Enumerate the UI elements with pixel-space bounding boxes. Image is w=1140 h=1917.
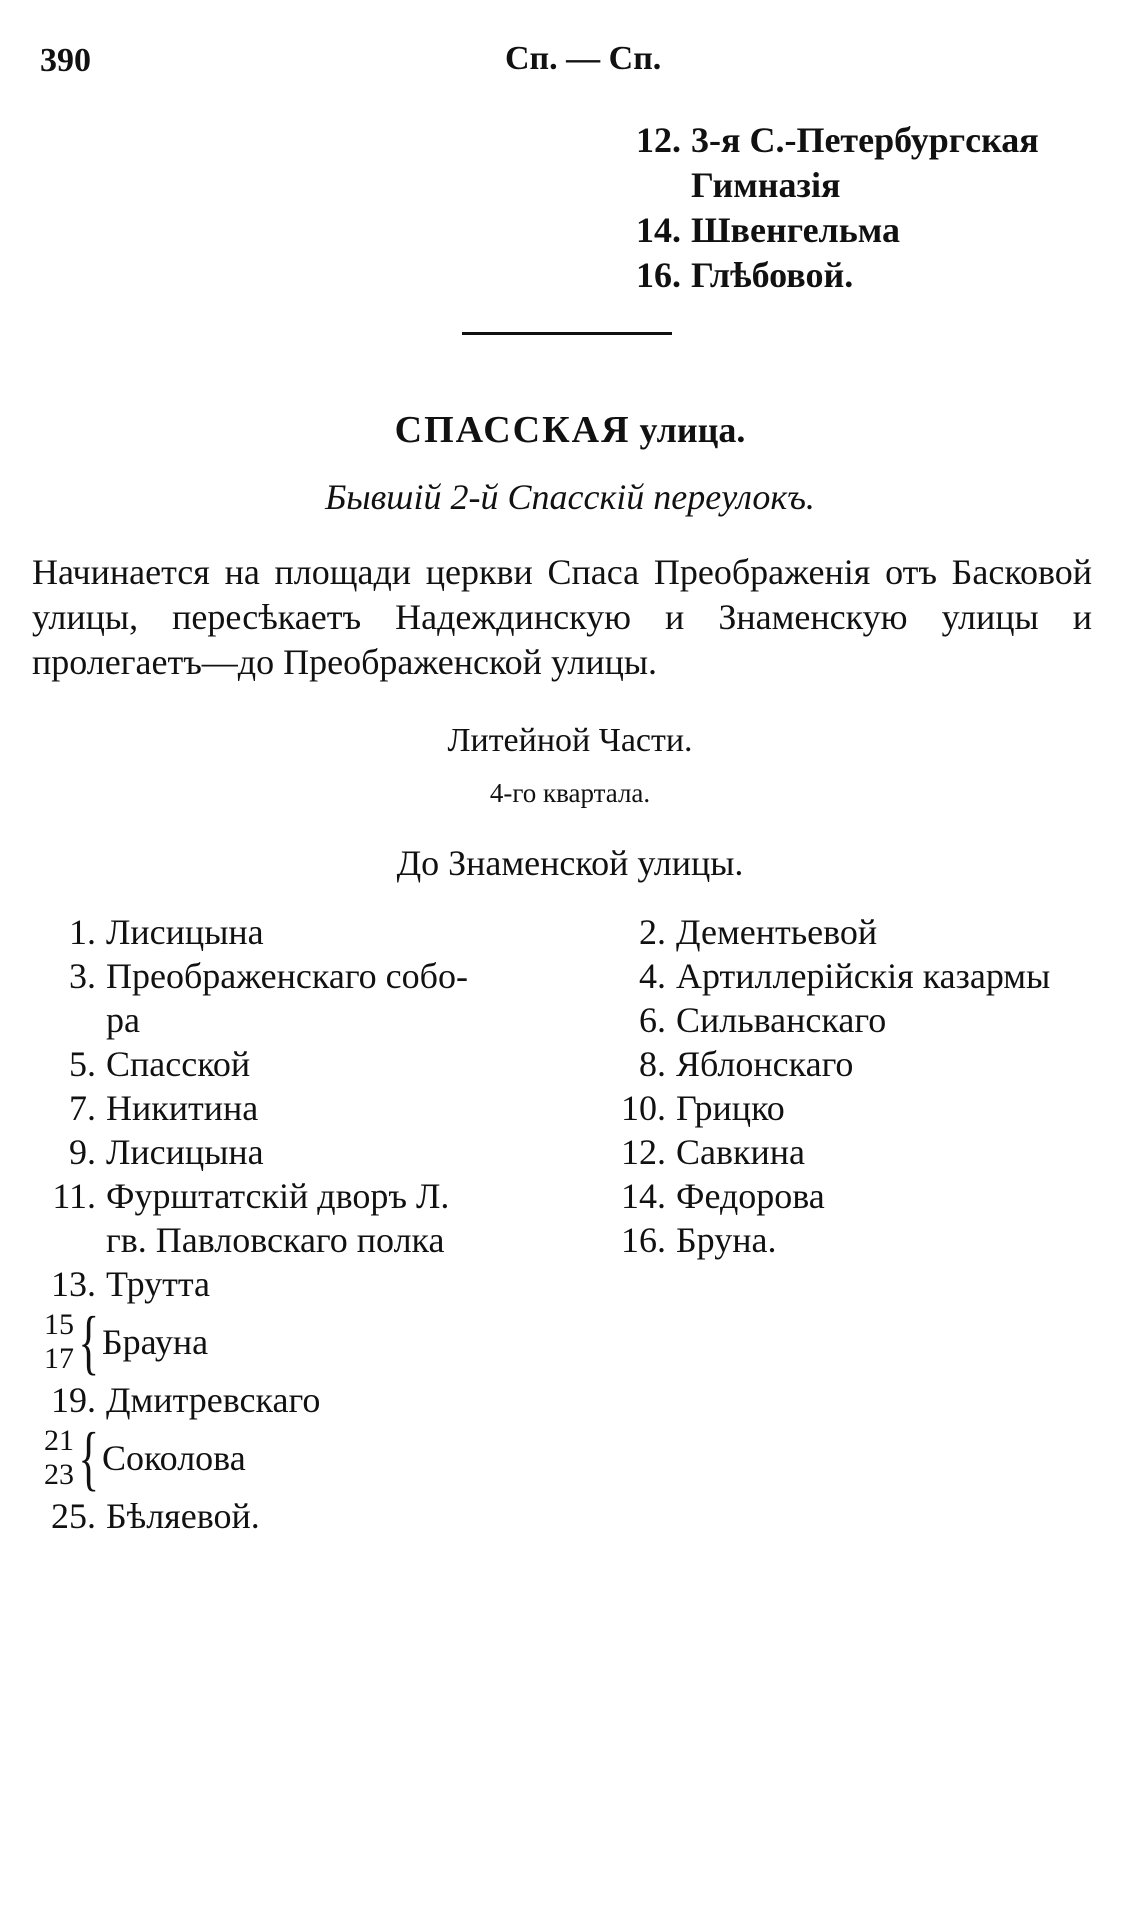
house-number: 6. xyxy=(639,1000,666,1040)
list-item xyxy=(30,1086,560,1130)
district-heading: Литейной Части. xyxy=(447,722,693,759)
list-item xyxy=(30,1042,560,1086)
house-number: 2. xyxy=(639,912,666,952)
street-description: Начинается на площади церкви Спаса Преображенія отъ Басковой улицы, пересѣкаетъ Надеждинскую и Знаменскую улицы и пролегаетъ—до Преображенской улицы. xyxy=(32,552,1092,682)
list-item xyxy=(615,253,1039,298)
braced-house-numbers xyxy=(30,1308,74,1376)
list-item xyxy=(600,1218,1120,1262)
house-owner: Бруна. xyxy=(676,1220,777,1260)
house-owner: Яблонскаго xyxy=(676,1044,854,1084)
house-owner-continuation: Гимназія xyxy=(691,165,841,205)
house-number: 14. xyxy=(621,1176,666,1216)
list-item xyxy=(30,1378,560,1422)
house-number: 8. xyxy=(639,1044,666,1084)
house-number: 17 xyxy=(44,1342,74,1375)
section-heading: До Знаменской улицы. xyxy=(396,843,744,883)
brace-icon: { xyxy=(78,1418,100,1498)
house-owner-block xyxy=(106,954,560,1042)
list-item xyxy=(615,208,1039,253)
house-owner: Трутта xyxy=(106,1264,211,1304)
house-number: 4. xyxy=(639,956,666,996)
house-owner: Дементьевой xyxy=(676,912,878,952)
house-owner: Сильванскаго xyxy=(676,1000,887,1040)
braced-house-numbers xyxy=(30,1424,74,1492)
house-number: 1. xyxy=(69,912,96,952)
house-owner: Никитина xyxy=(106,1088,259,1128)
list-item xyxy=(600,1174,1120,1218)
house-owner: Спасской xyxy=(106,1044,251,1084)
house-owner-continuation: ра xyxy=(106,1000,140,1040)
street-title xyxy=(0,408,1140,452)
house-owner: Глѣбовой. xyxy=(691,255,854,295)
list-item xyxy=(30,910,560,954)
house-number: 7. xyxy=(69,1088,96,1128)
list-item xyxy=(600,1042,1120,1086)
house-number: 5. xyxy=(69,1044,96,1084)
house-owner: Грицко xyxy=(676,1088,785,1128)
house-number: 21 xyxy=(44,1424,74,1457)
house-owner: Фурштатскій дворъ Л. xyxy=(106,1176,450,1216)
house-number: 23 xyxy=(44,1458,74,1491)
house-number: 10. xyxy=(621,1088,666,1128)
house-number: 3. xyxy=(69,956,96,996)
list-item xyxy=(30,954,560,1042)
continued-house-list xyxy=(615,118,1039,298)
house-number: 15 xyxy=(44,1308,74,1341)
house-owner: Швенгельма xyxy=(691,210,901,250)
page-number: 390 xyxy=(40,42,91,79)
former-street-name: Бывшій 2-й Спасскій переулокъ. xyxy=(325,477,815,517)
house-number: 9. xyxy=(69,1132,96,1172)
street-name: СПАССКАЯ xyxy=(394,409,631,451)
house-number: 14. xyxy=(636,210,681,250)
list-item xyxy=(615,118,1039,163)
house-number: 12. xyxy=(636,120,681,160)
house-number: 19. xyxy=(51,1380,96,1420)
house-owner: Соколова xyxy=(102,1438,246,1478)
house-owner-block xyxy=(106,1174,560,1262)
list-item xyxy=(30,1130,560,1174)
house-number: 12. xyxy=(621,1132,666,1172)
brace-icon: { xyxy=(78,1302,100,1382)
list-item xyxy=(600,998,1120,1042)
house-owner: Лисицына xyxy=(106,1132,264,1172)
braced-list-item xyxy=(30,1302,560,1382)
house-owner: Дмитревскаго xyxy=(106,1380,321,1420)
house-owner: Бѣляевой. xyxy=(106,1496,260,1536)
list-item xyxy=(600,1086,1120,1130)
odd-side-house-list xyxy=(30,910,560,1538)
running-head: Сп. — Сп. xyxy=(505,40,662,77)
list-item xyxy=(600,954,1120,998)
street-type: улица. xyxy=(639,410,746,450)
house-owner: Брауна xyxy=(102,1322,209,1362)
list-item xyxy=(30,1262,560,1306)
house-number: 25. xyxy=(51,1496,96,1536)
list-item xyxy=(30,1494,560,1538)
list-item xyxy=(600,1130,1120,1174)
house-owner: Преображенскаго собо- xyxy=(106,956,468,996)
house-owner: Савкина xyxy=(676,1132,805,1172)
braced-list-item xyxy=(30,1418,560,1498)
house-owner: Лисицына xyxy=(106,912,264,952)
house-number: 16. xyxy=(636,255,681,295)
house-owner-continuation: гв. Павловскаго полка xyxy=(106,1220,445,1260)
even-side-house-list xyxy=(600,910,1120,1262)
section-divider xyxy=(462,332,672,335)
quarter-heading: 4-го квартала. xyxy=(489,778,651,808)
house-owner: Федорова xyxy=(676,1176,825,1216)
list-item xyxy=(600,910,1120,954)
house-owner: 3-я С.-Петербургская xyxy=(691,120,1039,160)
house-owner: Артиллерійскія казармы xyxy=(676,956,1051,996)
list-item xyxy=(30,1174,560,1262)
house-number: 13. xyxy=(51,1264,96,1304)
house-number: 11. xyxy=(52,1176,96,1216)
house-number: 16. xyxy=(621,1220,666,1260)
